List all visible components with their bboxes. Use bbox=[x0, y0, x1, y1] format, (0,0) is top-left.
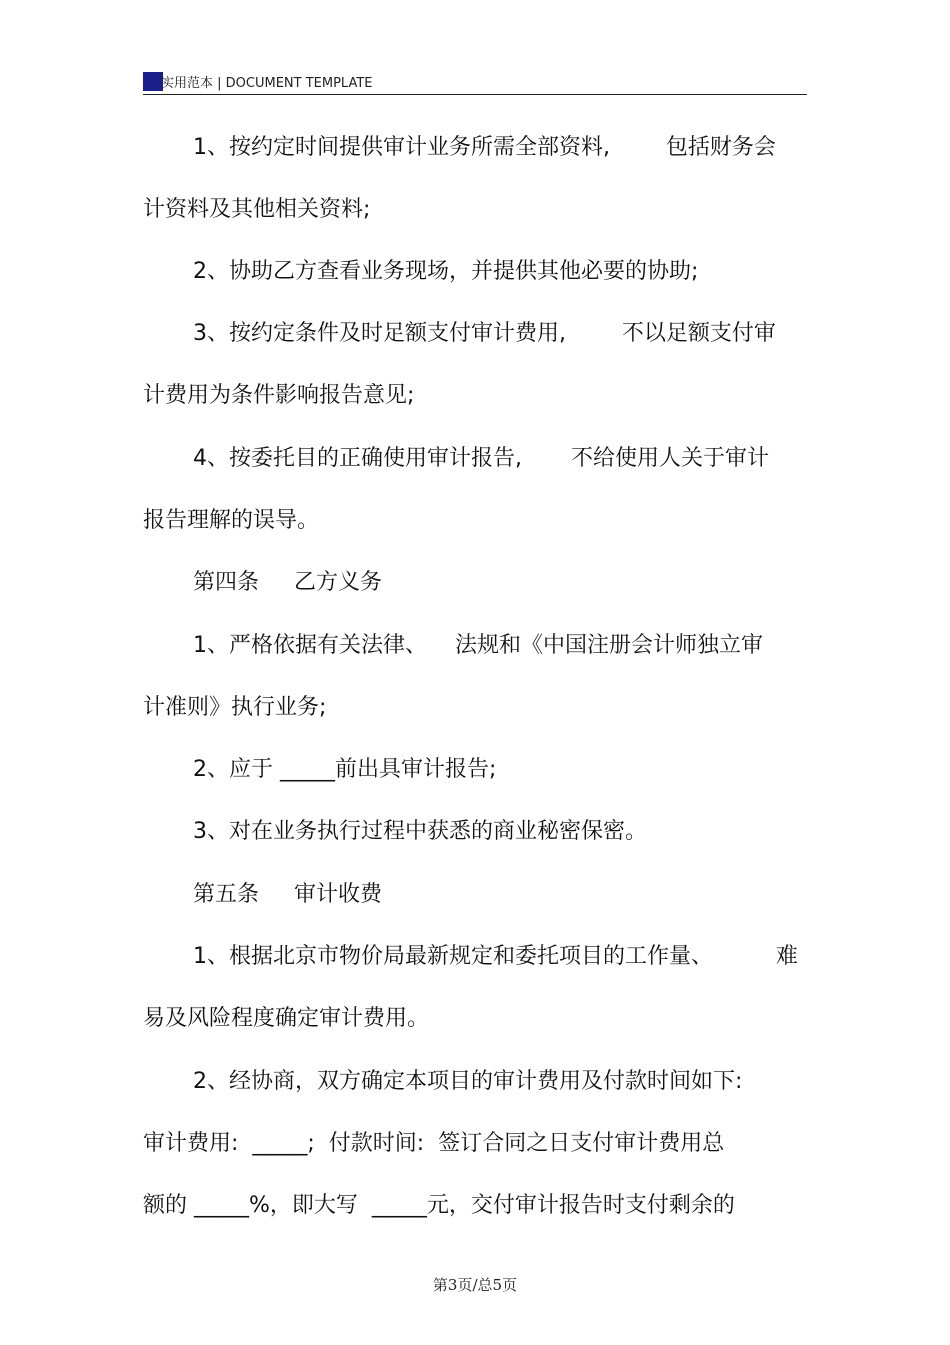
text-line: 1、严格依据有关法律、 法规和《中国注册会计师独立审 bbox=[193, 633, 763, 658]
text-line: 1、根据北京市物价局最新规定和委托项目的工作量、 难 bbox=[193, 944, 798, 969]
section-heading: 第四条 乙方义务 bbox=[193, 570, 382, 595]
page-header bbox=[143, 68, 807, 95]
text-line: 计资料及其他相关资料; bbox=[143, 197, 371, 222]
text-line: 3、对在业务执行过程中获悉的商业秘密保密。 bbox=[193, 819, 647, 844]
text-line: 2、协助乙方查看业务现场，并提供其他必要的协助; bbox=[193, 259, 699, 284]
text-line: 审计费用: _____; 付款时间: 签订合同之日支付审计费用总 bbox=[143, 1131, 725, 1156]
text-line: 4、按委托目的正确使用审计报告, 不给使用人关于审计 bbox=[193, 446, 769, 471]
header-brand-mark bbox=[143, 72, 163, 91]
text-line: 3、按约定条件及时足额支付审计费用, 不以足额支付审 bbox=[193, 321, 776, 346]
text-line: 2、应于 _____前出具审计报告; bbox=[193, 757, 497, 782]
page-number: 第3页/总5页 bbox=[432, 1276, 518, 1294]
text-line: 报告理解的误导。 bbox=[143, 508, 320, 533]
text-line: 2、经协商，双方确定本项目的审计费用及付款时间如下: bbox=[193, 1069, 743, 1094]
text-line: 易及风险程度确定审计费用。 bbox=[143, 1006, 430, 1031]
header-title: 实用范本 | DOCUMENT TEMPLATE bbox=[161, 76, 373, 91]
section-heading: 第五条 审计收费 bbox=[193, 882, 382, 907]
text-line: 计费用为条件影响报告意见; bbox=[143, 383, 415, 408]
text-line: 计准则》执行业务; bbox=[143, 695, 327, 720]
text-line: 1、按约定时间提供审计业务所需全部资料, 包括财务会 bbox=[193, 135, 776, 160]
text-line: 额的 _____%，即大写 _____元，交付审计报告时支付剩余的 bbox=[143, 1193, 735, 1218]
